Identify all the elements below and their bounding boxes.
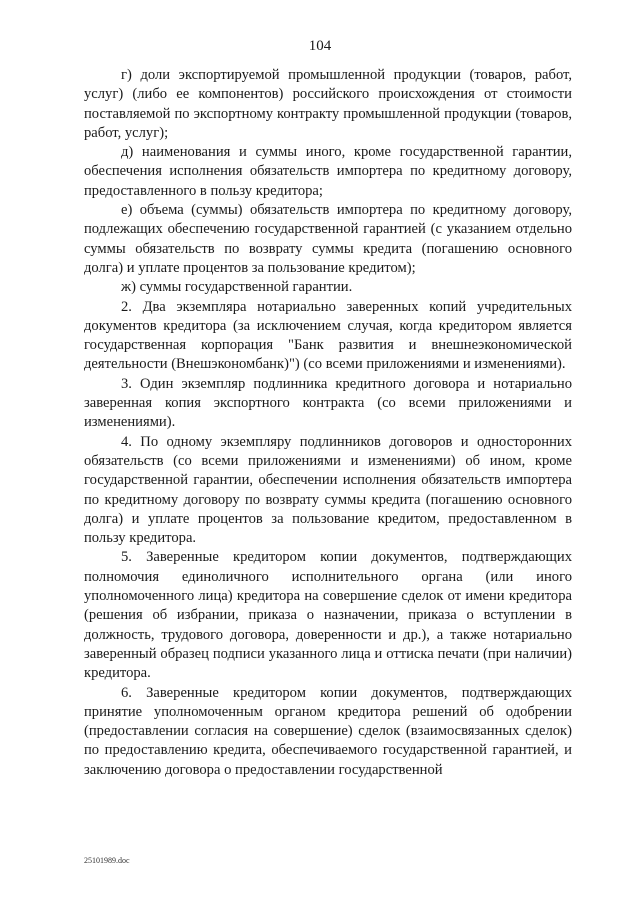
paragraph: е) объема (суммы) обязательств импортера по кредитному договору, подлежащих обеспечению государственной гарантией (с указанием отдельно суммы обязательств по возврату суммы кредита (погашению основного долга) и уплате процентов за пользование кредитом); xyxy=(84,202,572,276)
page-number: 104 xyxy=(308,38,332,54)
document-body xyxy=(84,66,572,780)
paragraph: 6. Заверенные кредитором копии документов, подтверждающих принятие уполномоченным органом кредитора решений об одобрении (предоставлении согласия на совершение) сделок (взаимосвязанных сделок) по предоставлению кредита, обеспечиваемого государственной гарантией, и заключению договора о предоставлении государственной xyxy=(84,684,572,778)
paragraph: 4. По одному экземпляру подлинников договоров и односторонних обязательств (со всеми приложениями и изменениями) об ином, кроме государственной гарантии, обеспечении исполнения обязательств импортера по кредитному договору по возврату суммы кредита (погашению основного долга) и уплате процентов за пользование кредитом, предоставленном в пользу кредитора. xyxy=(84,433,572,547)
paragraph: 2. Два экземпляра нотариально заверенных копий учредительных документов кредитора (за исключением случая, когда кредитором является государственная корпорация "Банк развития и внешнеэкономической деятельности (Внешэкономбанк)") (со всеми приложениями и изменениями). xyxy=(84,298,572,373)
paragraph: 5. Заверенные кредитором копии документов, подтверждающих полномочия единоличного исполнительного органа (или иного уполномоченного лица) кредитора на совершение сделок от имени кредитора (решения об избрании, приказа о назначении, приказа о вступлении в должность, трудового договора, доверенности и др.), а также нотариально заверенный образец подписи указанного лица и оттиска печати (при наличии) кредитора. xyxy=(84,549,572,682)
paragraph: ж) суммы государственной гарантии. xyxy=(121,279,353,296)
paragraph: 3. Один экземпляр подлинника кредитного договора и нотариально заверенная копия экспортного контракта (со всеми приложениями и изменениями). xyxy=(84,375,572,431)
paragraph: г) доли экспортируемой промышленной продукции (товаров, работ, услуг) (либо ее компонентов) российского происхождения от стоимости поставляемой по экспортному контракту промышленной продукции (товаров, работ, услуг); xyxy=(84,67,572,141)
paragraph: д) наименования и суммы иного, кроме государственной гарантии, обеспечения исполнения обязательств импортера по кредитному договору, предоставленного в пользу кредитора; xyxy=(84,144,572,199)
file-name-footer: 25101989.doc xyxy=(84,856,130,865)
